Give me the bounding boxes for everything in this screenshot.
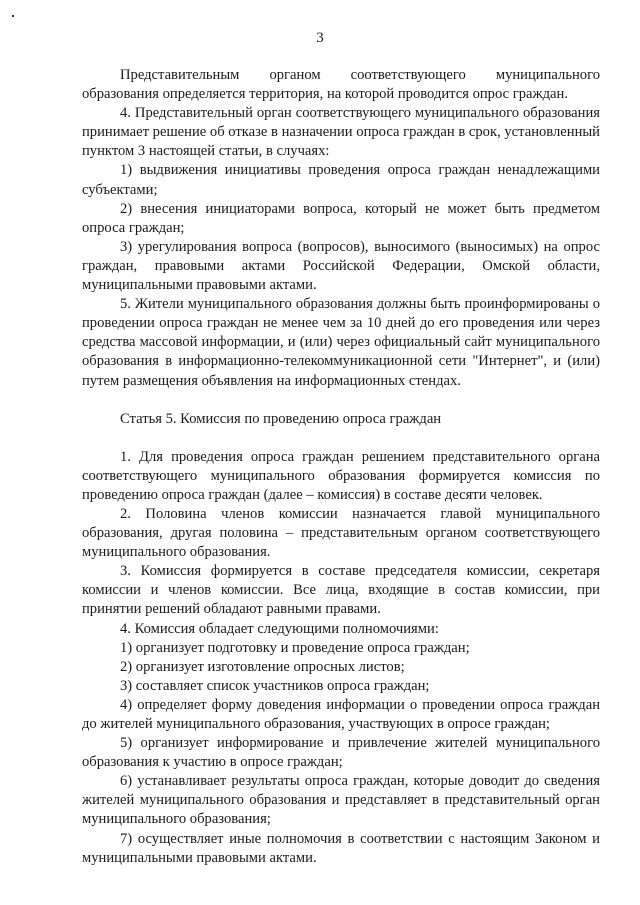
paragraph: 1. Для проведения опроса граждан решением представительного органа соответствующего муниципального образования формируется комиссия по проведению опроса граждан (далее – комиссия) в составе десяти человек. — [82, 448, 600, 503]
page-number: 3 — [316, 30, 324, 46]
list-item: 6) устанавливает результаты опроса граждан, которые доводит до сведения жителей муниципального образования и представляет в представительный орган муниципального образования; — [82, 773, 600, 828]
paragraph: 5. Жители муниципального образования должны быть проинформированы о проведении опроса граждан не менее чем за 10 дней до его проведения или через средства массовой информации, и (или) через официальный сайт муниципального образования в информационно-телекоммуникационной сети "Интернет", и (или) путем размещения объявления на информационных стендах. — [82, 296, 600, 389]
list-item: 7) осуществляет иные полномочия в соответствии с настоящим Законом и муниципальными правовыми актами. — [82, 830, 600, 866]
list-item: 2) организует изготовление опросных листов; — [120, 658, 405, 675]
article-title: Статья 5. Комиссия по проведению опроса граждан — [120, 410, 442, 427]
list-item: 3) урегулирования вопроса (вопросов), выносимого (выносимых) на опрос граждан, правовыми актами Российской Федерации, Омской области, муниципальными правовыми актами. — [82, 238, 600, 294]
paragraph: 4. Представительный орган соответствующего муниципального образования принимает решение об отказе в назначении опроса граждан в срок, установленный пунктом 3 настоящей статьи, в случаях: — [82, 105, 600, 160]
list-item: 1) организует подготовку и проведение опроса граждан; — [120, 639, 470, 656]
list-item: 2) внесения инициаторами вопроса, который не может быть предметом опроса граждан; — [82, 200, 600, 236]
paragraph: 2. Половина членов комиссии назначается главой муниципального образования, другая половина – представительным органом соответствующего муниципального образования. — [82, 505, 600, 561]
list-item: 3) составляет список участников опроса граждан; — [120, 677, 430, 694]
article-body — [82, 448, 600, 868]
list-item: 1) выдвижения инициативы проведения опроса граждан ненадлежащими субъектами; — [82, 162, 600, 198]
scan-speck — [12, 15, 14, 17]
paragraph: 3. Комиссия формируется в составе председателя комиссии, секретаря комиссии и членов комиссии. Все лица, входящие в состав комиссии, при принятии решений обладают равными правами. — [82, 563, 600, 618]
list-item: 5) организует информирование и привлечение жителей муниципального образования к участию в опросе граждан; — [82, 735, 600, 771]
paragraph: Представительным органом соответствующего муниципального образования определяется территория, на которой проводится опрос граждан. — [82, 67, 600, 103]
paragraph: 4. Комиссия обладает следующими полномочиями: — [120, 620, 439, 637]
document-body — [82, 66, 600, 868]
list-item: 4) определяет форму доведения информации о проведении опроса граждан до жителей муниципального образования, участвующих в опросе граждан; — [82, 696, 600, 732]
